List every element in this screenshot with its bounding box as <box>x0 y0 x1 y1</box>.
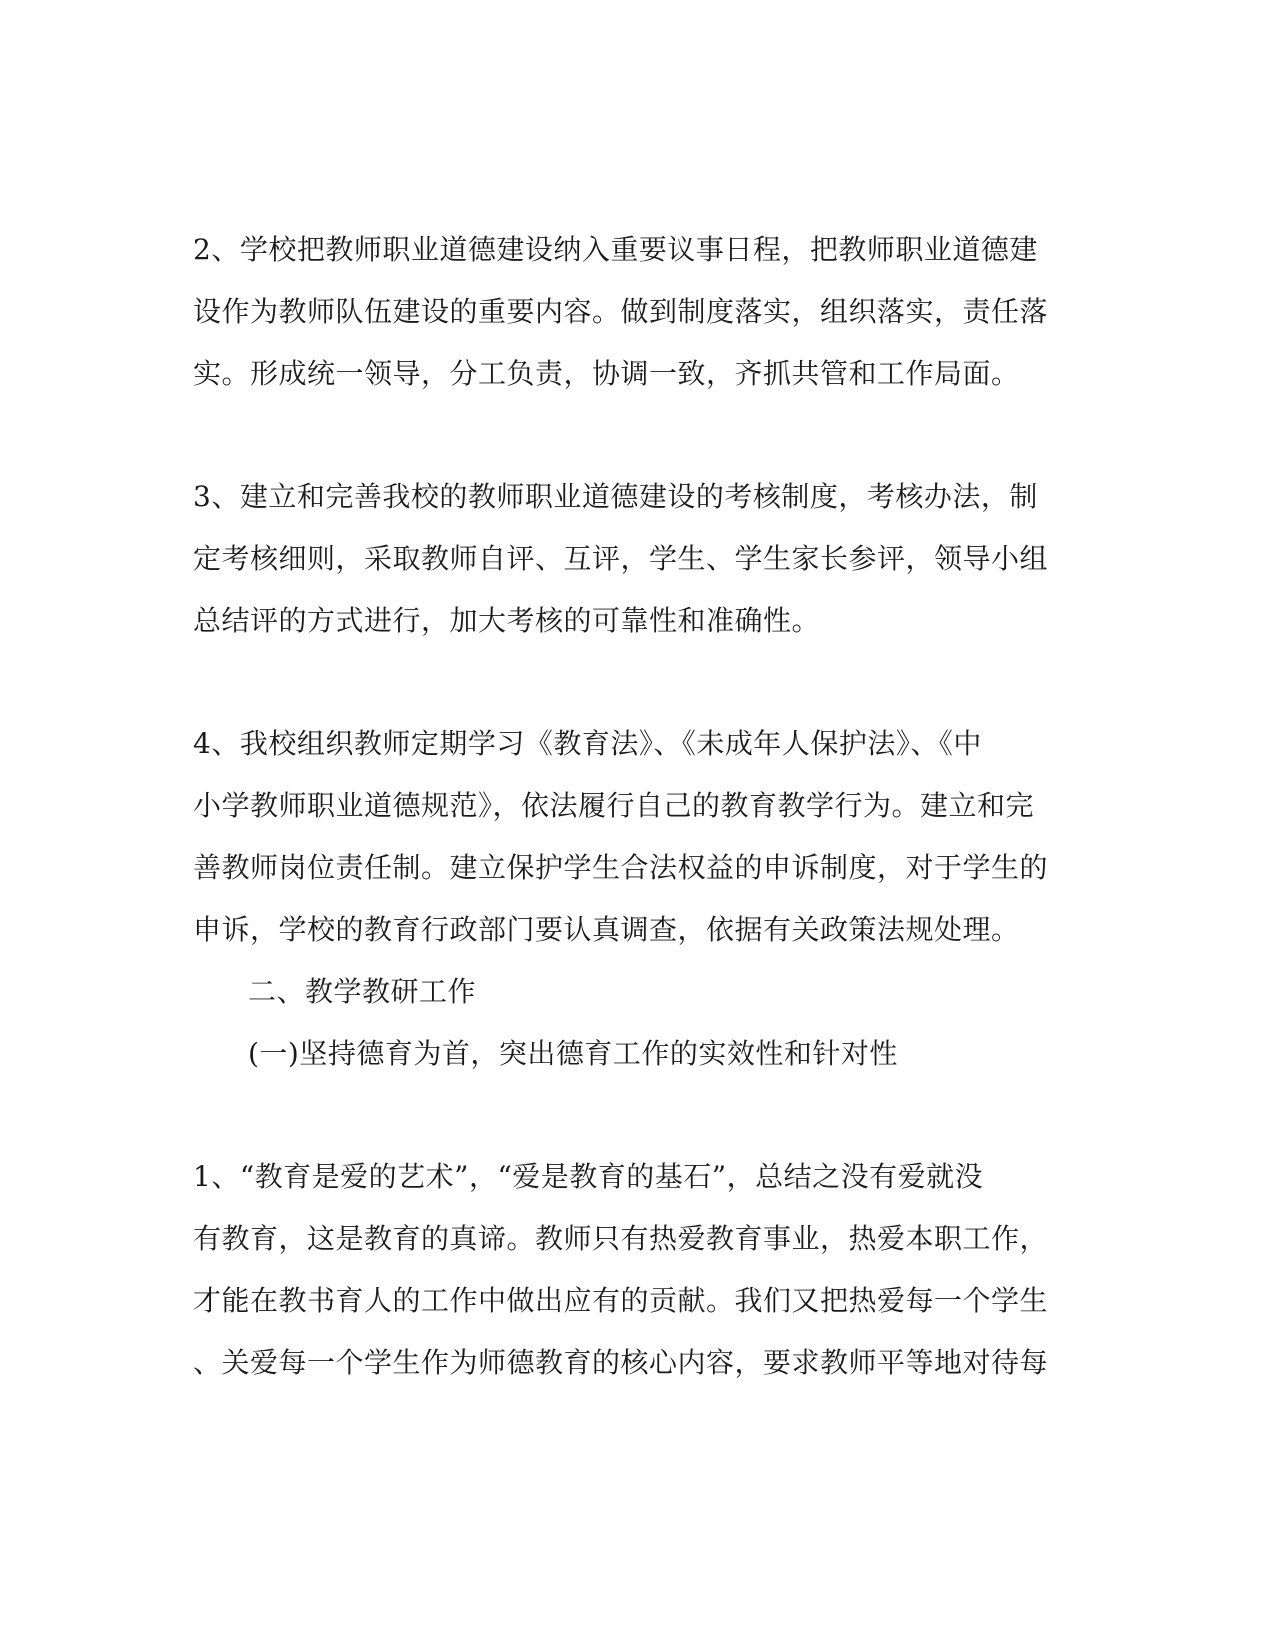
paragraph-1-line-3: 才能在教书育人的工作中做出应有的贡献。我们又把热爱每一个学生 <box>193 1284 1049 1317</box>
paragraph-1-line-2: 有教育，这是教育的真谛。教师只有热爱教育事业，热爱本职工作， <box>193 1222 1049 1255</box>
paragraph-4-line-3: 善教师岗位责任制。建立保护学生合法权益的申诉制度，对于学生的 <box>193 851 1049 884</box>
paragraph-2-line-1: 2、学校把教师职业道德建设纳入重要议事日程，把教师职业道德建 <box>193 233 1038 266</box>
paragraph-2-line-2: 设作为教师队伍建设的重要内容。做到制度落实，组织落实，责任落 <box>193 295 1049 328</box>
paragraph-3-line-2: 定考核细则，采取教师自评、互评，学生、学生家长参评，领导小组 <box>193 542 1049 575</box>
paragraph-4-line-1: 4、我校组织教师定期学习《教育法》、《未成年人保护法》、《中 <box>193 727 982 760</box>
subsection-heading: (一)坚持德育为首，突出德育工作的实效性和针对性 <box>248 1037 898 1070</box>
paragraph-3-line-3: 总结评的方式进行，加大考核的可靠性和准确性。 <box>193 604 821 637</box>
paragraph-4-line-2: 小学教师职业道德规范》，依法履行自己的教育教学行为。建立和完 <box>193 789 1035 822</box>
paragraph-2-line-3: 实。形成统一领导，分工负责，协调一致，齐抓共管和工作局面。 <box>193 357 1020 390</box>
paragraph-3-line-1: 3、建立和完善我校的教师职业道德建设的考核制度，考核办法，制 <box>193 480 1038 513</box>
section-heading: 二、教学教研工作 <box>248 975 477 1008</box>
paragraph-4-line-4: 申诉，学校的教育行政部门要认真调查，依据有关政策法规处理。 <box>193 913 1020 946</box>
paragraph-1-line-4: 、关爱每一个学生作为师德教育的核心内容，要求教师平等地对待每 <box>193 1346 1049 1379</box>
paragraph-1-line-1: 1、“教育是爱的艺术”，“爱是教育的基石”，总结之没有爱就没 <box>193 1160 984 1193</box>
